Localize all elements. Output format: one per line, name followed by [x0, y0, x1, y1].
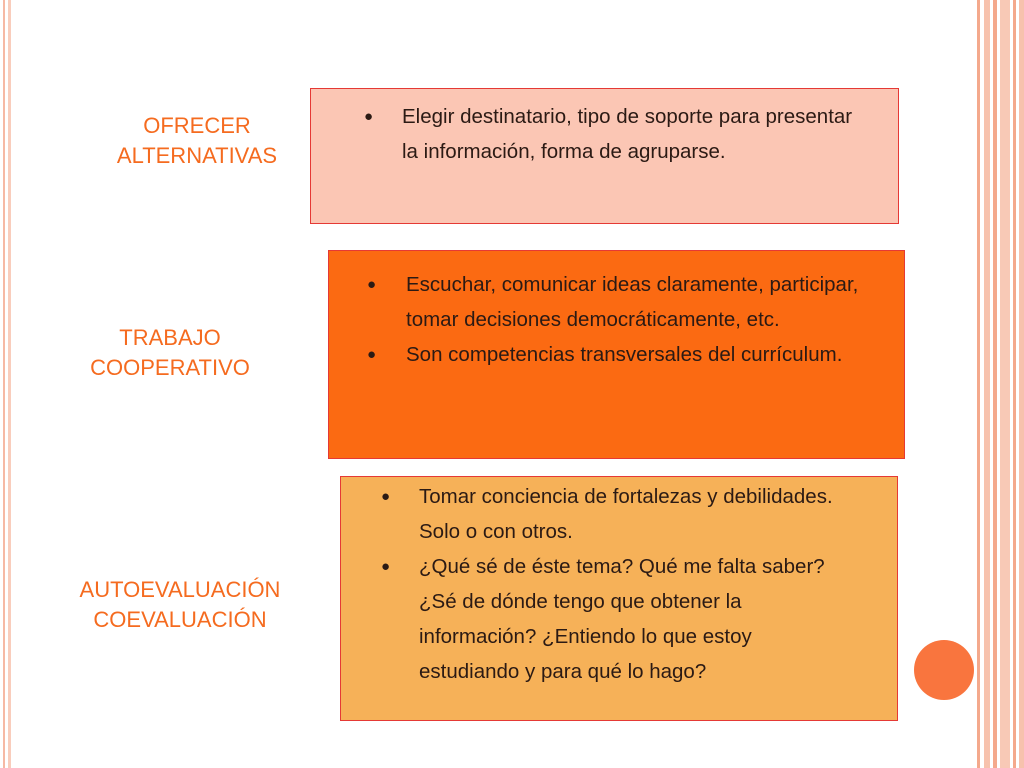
- row-label-line: ALTERNATIVAS: [116, 143, 278, 168]
- content-box-trabajo-cooperativo: [328, 250, 905, 459]
- content-box-autoevaluacion-coevaluacion: [340, 476, 898, 721]
- list-item-text: Escuchar, comunicar ideas claramente, participar, tomar decisiones democráticamente, etc.: [406, 273, 859, 331]
- bullet-icon: ●: [381, 488, 391, 505]
- left-border-stripe: [8, 0, 11, 768]
- bullet-icon: ●: [381, 558, 391, 575]
- list-item: [341, 549, 857, 689]
- row-label-line: TRABAJO: [119, 325, 221, 350]
- row-label-trabajo-cooperativo: [62, 323, 278, 383]
- bullet-icon: ●: [364, 108, 374, 125]
- list-item-text: Elegir destinatario, tipo de soporte para presentar la información, forma de agruparse.: [402, 105, 853, 163]
- content-box-ofrecer-alternativas: [310, 88, 899, 224]
- right-decor-stripe: [1000, 0, 1010, 768]
- right-decor-stripe: [977, 0, 980, 768]
- row-label-ofrecer-alternativas: [88, 111, 306, 171]
- right-decor-stripe: [1013, 0, 1016, 768]
- row-label-line: COOPERATIVO: [90, 355, 250, 380]
- bullet-icon: ●: [367, 346, 377, 363]
- bullet-list: [311, 99, 858, 169]
- list-item-text: Tomar conciencia de fortalezas y debilidades. Solo o con otros.: [419, 485, 833, 543]
- bullet-list: [341, 479, 857, 689]
- list-item: [311, 99, 858, 169]
- bullet-icon: ●: [367, 276, 377, 293]
- right-decor-stripe: [993, 0, 997, 768]
- right-decor-stripe: [1019, 0, 1024, 768]
- row-label-autoevaluacion-coevaluacion: [50, 575, 310, 635]
- list-item: [329, 337, 874, 372]
- row-label-line: AUTOEVALUACIÓN: [79, 577, 281, 602]
- bullet-list: [329, 267, 874, 372]
- list-item-text: ¿Qué sé de éste tema? Qué me falta saber? ¿Sé de dónde tengo que obtener la información? ¿Entiendo lo que estoy estudiando y para qué lo hago?: [419, 555, 825, 683]
- left-border-stripe: [3, 0, 5, 768]
- list-item-text: Son competencias transversales del currículum.: [406, 343, 843, 366]
- list-item: [329, 267, 874, 337]
- right-decor-stripe: [984, 0, 990, 768]
- list-item: [341, 479, 857, 549]
- row-label-line: COEVALUACIÓN: [93, 607, 267, 632]
- decorative-circle: [914, 640, 974, 700]
- row-label-line: OFRECER: [143, 113, 251, 138]
